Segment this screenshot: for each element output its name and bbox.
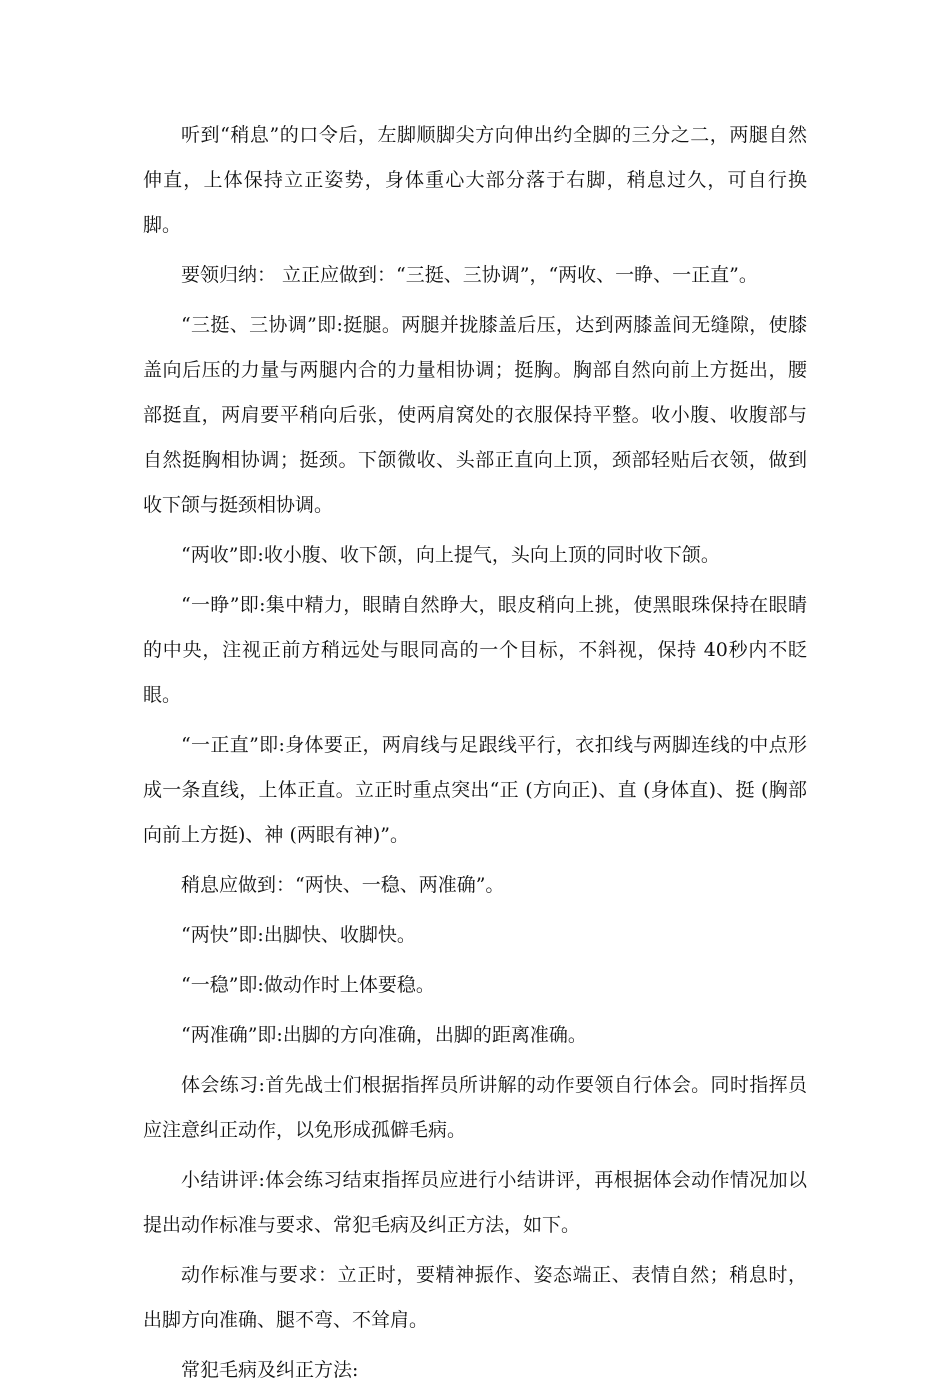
paragraph-standards: 动作标准与要求：立正时，要精神振作、姿态端正、表情自然；稍息时，出脚方向准确、腿不弯、不耸肩。 bbox=[143, 1264, 807, 1331]
paragraph-at-ease-requirements: 稍息应做到：“两快、一稳、两准确”。 bbox=[181, 874, 505, 896]
paragraph-two-tuck: “两收”即:收小腹、收下颌，向上提气，头向上顶的同时收下颌。 bbox=[181, 544, 720, 566]
paragraph-eyes-open: “一睁”即:集中精力，眼睛自然睁大，眼皮稍向上挑，使黑眼珠保持在眼睛的中央，注视正前方稍远处与眼同高的一个目标，不斜视，保持 40秒内不眨眼。 bbox=[143, 594, 807, 706]
paragraph-two-fast: “两快”即:出脚快、收脚快。 bbox=[181, 924, 416, 946]
paragraph-practice: 体会练习:首先战士们根据指挥员所讲解的动作要领自行体会。同时指挥员应注意纠正动作，以免形成孤僻毛病。 bbox=[143, 1074, 807, 1141]
paragraph-two-accurate: “两准确”即:出脚的方向准确，出脚的距离准确。 bbox=[181, 1024, 587, 1046]
paragraph-common-errors-heading: 常犯毛病及纠正方法: bbox=[181, 1359, 359, 1381]
document-page bbox=[143, 113, 807, 1393]
paragraph-three-straight-three-coordinate: “三挺、三协调”即:挺腿。两腿并拢膝盖后压，达到两膝盖间无缝隙，使膝盖向后压的力量与两腿内合的力量相协调；挺胸。胸部自然向前上方挺出，腰部挺直，两肩要平稍向后张，使两肩窝处的衣服保持平整。收小腹、收腹部与自然挺胸相协调；挺颈。下颌微收、头部正直向上顶，颈部轻贴后衣领，做到收下颌与挺颈相协调。 bbox=[143, 314, 807, 516]
paragraph-body-upright: “一正直”即:身体要正，两肩线与足跟线平行，衣扣线与两脚连线的中点形成一条直线，上体正直。立正时重点突出“正 (方向正)、直 (身体直)、挺 (胸部向前上方挺)、神 (两眼有神)”。 bbox=[143, 734, 807, 846]
paragraph-key-points-summary: 要领归纳： 立正应做到：“三挺、三协调”，“两收、一睁、一正直”。 bbox=[181, 264, 758, 286]
paragraph-at-ease-command: 听到“稍息”的口令后，左脚顺脚尖方向伸出约全脚的三分之二，两腿自然伸直，上体保持立正姿势，身体重心大部分落于右脚，稍息过久，可自行换脚。 bbox=[143, 124, 807, 236]
paragraph-summary-review: 小结讲评:体会练习结束指挥员应进行小结讲评，再根据体会动作情况加以提出动作标准与要求、常犯毛病及纠正方法，如下。 bbox=[143, 1169, 807, 1236]
paragraph-one-steady: “一稳”即:做动作时上体要稳。 bbox=[181, 974, 435, 996]
